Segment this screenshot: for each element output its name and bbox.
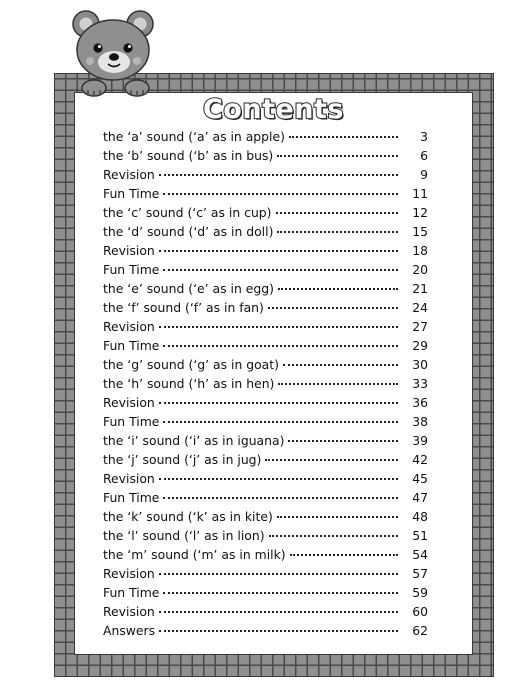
page-title: Contents xyxy=(202,94,344,125)
dot-leader xyxy=(277,515,398,518)
dot-leader xyxy=(163,420,398,423)
toc-entry-page-number: 39 xyxy=(412,433,428,448)
toc-entry xyxy=(103,146,428,165)
dot-leader xyxy=(163,268,398,271)
toc-entry xyxy=(103,393,428,412)
toc-entry-page-number: 54 xyxy=(412,547,428,562)
dot-leader xyxy=(163,496,398,499)
dot-leader xyxy=(163,591,398,594)
dot-leader xyxy=(163,344,398,347)
toc-entry-page-number: 57 xyxy=(412,566,428,581)
toc-entry-label: the ‘b’ sound (‘b’ as in bus) xyxy=(103,148,274,163)
toc-entry-label: the ‘e’ sound (‘e’ as in egg) xyxy=(103,281,274,296)
toc-entry xyxy=(103,184,428,203)
toc-entry-label: Fun Time xyxy=(103,338,160,353)
toc-entry-page-number: 20 xyxy=(412,262,428,277)
toc-entry xyxy=(103,621,428,640)
dot-leader xyxy=(277,230,398,233)
toc-entry-page-number: 15 xyxy=(412,224,428,239)
dot-leader xyxy=(278,382,398,385)
toc-entry-page-number: 9 xyxy=(420,167,428,182)
toc-entry-label: the ‘f’ sound (‘f’ as in fan) xyxy=(103,300,264,315)
toc-entry xyxy=(103,488,428,507)
toc-entry-page-number: 6 xyxy=(420,148,428,163)
toc-entry xyxy=(103,450,428,469)
dot-leader xyxy=(159,610,398,613)
dot-leader xyxy=(159,401,398,404)
toc-entry-page-number: 51 xyxy=(412,528,428,543)
toc-entry xyxy=(103,203,428,222)
dot-leader xyxy=(159,572,398,575)
toc-entry xyxy=(103,260,428,279)
dot-leader xyxy=(265,458,398,461)
toc-entry-page-number: 11 xyxy=(412,186,428,201)
toc-entry-label: Revision xyxy=(103,566,155,581)
table-of-contents xyxy=(103,127,428,640)
toc-entry-page-number: 42 xyxy=(412,452,428,467)
toc-entry-page-number: 29 xyxy=(412,338,428,353)
toc-entry xyxy=(103,355,428,374)
toc-entry-label: Revision xyxy=(103,395,155,410)
toc-entry-page-number: 59 xyxy=(412,585,428,600)
toc-entry-label: Revision xyxy=(103,471,155,486)
dot-leader xyxy=(159,173,398,176)
toc-entry xyxy=(103,336,428,355)
toc-entry xyxy=(103,469,428,488)
toc-entry-label: Revision xyxy=(103,243,155,258)
toc-entry xyxy=(103,374,428,393)
dot-leader xyxy=(159,477,398,480)
toc-entry-page-number: 24 xyxy=(412,300,428,315)
toc-entry-label: the ‘d’ sound (‘d’ as in doll) xyxy=(103,224,274,239)
toc-entry-label: Fun Time xyxy=(103,262,160,277)
dot-leader xyxy=(268,306,398,309)
toc-entry-page-number: 30 xyxy=(412,357,428,372)
dot-leader xyxy=(288,439,398,442)
toc-entry xyxy=(103,602,428,621)
toc-entry xyxy=(103,241,428,260)
dot-leader xyxy=(289,135,398,138)
toc-entry-page-number: 38 xyxy=(412,414,428,429)
toc-entry-page-number: 60 xyxy=(412,604,428,619)
toc-entry xyxy=(103,564,428,583)
toc-entry-label: the ‘k’ sound (‘k’ as in kite) xyxy=(103,509,273,524)
toc-entry-label: Fun Time xyxy=(103,490,160,505)
toc-entry xyxy=(103,526,428,545)
toc-entry xyxy=(103,222,428,241)
toc-entry-label: the ‘g’ sound (‘g’ as in goat) xyxy=(103,357,279,372)
toc-entry-label: the ‘m’ sound (‘m’ as in milk) xyxy=(103,547,286,562)
toc-entry-page-number: 47 xyxy=(412,490,428,505)
toc-entry-page-number: 33 xyxy=(412,376,428,391)
dot-leader xyxy=(276,211,399,214)
toc-entry xyxy=(103,545,428,564)
toc-entry-label: Fun Time xyxy=(103,414,160,429)
teddy-bear-icon xyxy=(64,6,164,98)
toc-entry xyxy=(103,298,428,317)
toc-entry-page-number: 45 xyxy=(412,471,428,486)
toc-entry-page-number: 12 xyxy=(412,205,428,220)
toc-entry-page-number: 21 xyxy=(412,281,428,296)
dot-leader xyxy=(163,192,398,195)
toc-entry-page-number: 36 xyxy=(412,395,428,410)
toc-entry-label: Revision xyxy=(103,167,155,182)
toc-entry xyxy=(103,583,428,602)
dot-leader xyxy=(159,629,398,632)
toc-entry-label: the ‘c’ sound (‘c’ as in cup) xyxy=(103,205,272,220)
dot-leader xyxy=(278,287,398,290)
dot-leader xyxy=(290,553,398,556)
toc-entry xyxy=(103,317,428,336)
toc-entry xyxy=(103,412,428,431)
toc-entry-label: the ‘l’ sound (‘l’ as in lion) xyxy=(103,528,265,543)
toc-entry xyxy=(103,165,428,184)
dot-leader xyxy=(277,154,398,157)
dot-leader xyxy=(159,325,398,328)
toc-entry-label: the ‘h’ sound (‘h’ as in hen) xyxy=(103,376,275,391)
toc-entry-label: Revision xyxy=(103,604,155,619)
toc-entry-page-number: 48 xyxy=(412,509,428,524)
toc-entry-page-number: 62 xyxy=(412,623,428,638)
toc-entry-label: Fun Time xyxy=(103,186,160,201)
toc-entry xyxy=(103,431,428,450)
toc-entry-label: the ‘a’ sound (‘a’ as in apple) xyxy=(103,129,285,144)
dot-leader xyxy=(283,363,398,366)
toc-entry-label: Fun Time xyxy=(103,585,160,600)
dot-leader xyxy=(159,249,398,252)
toc-entry-label: the ‘j’ sound (‘j’ as in jug) xyxy=(103,452,262,467)
toc-entry xyxy=(103,279,428,298)
toc-entry-page-number: 27 xyxy=(412,319,428,334)
toc-entry xyxy=(103,127,428,146)
toc-entry-label: Revision xyxy=(103,319,155,334)
toc-entry-page-number: 3 xyxy=(420,129,428,144)
toc-entry xyxy=(103,507,428,526)
toc-entry-label: the ‘i’ sound (‘i’ as in iguana) xyxy=(103,433,285,448)
toc-entry-page-number: 18 xyxy=(412,243,428,258)
toc-entry-label: Answers xyxy=(103,623,156,638)
dot-leader xyxy=(269,534,398,537)
